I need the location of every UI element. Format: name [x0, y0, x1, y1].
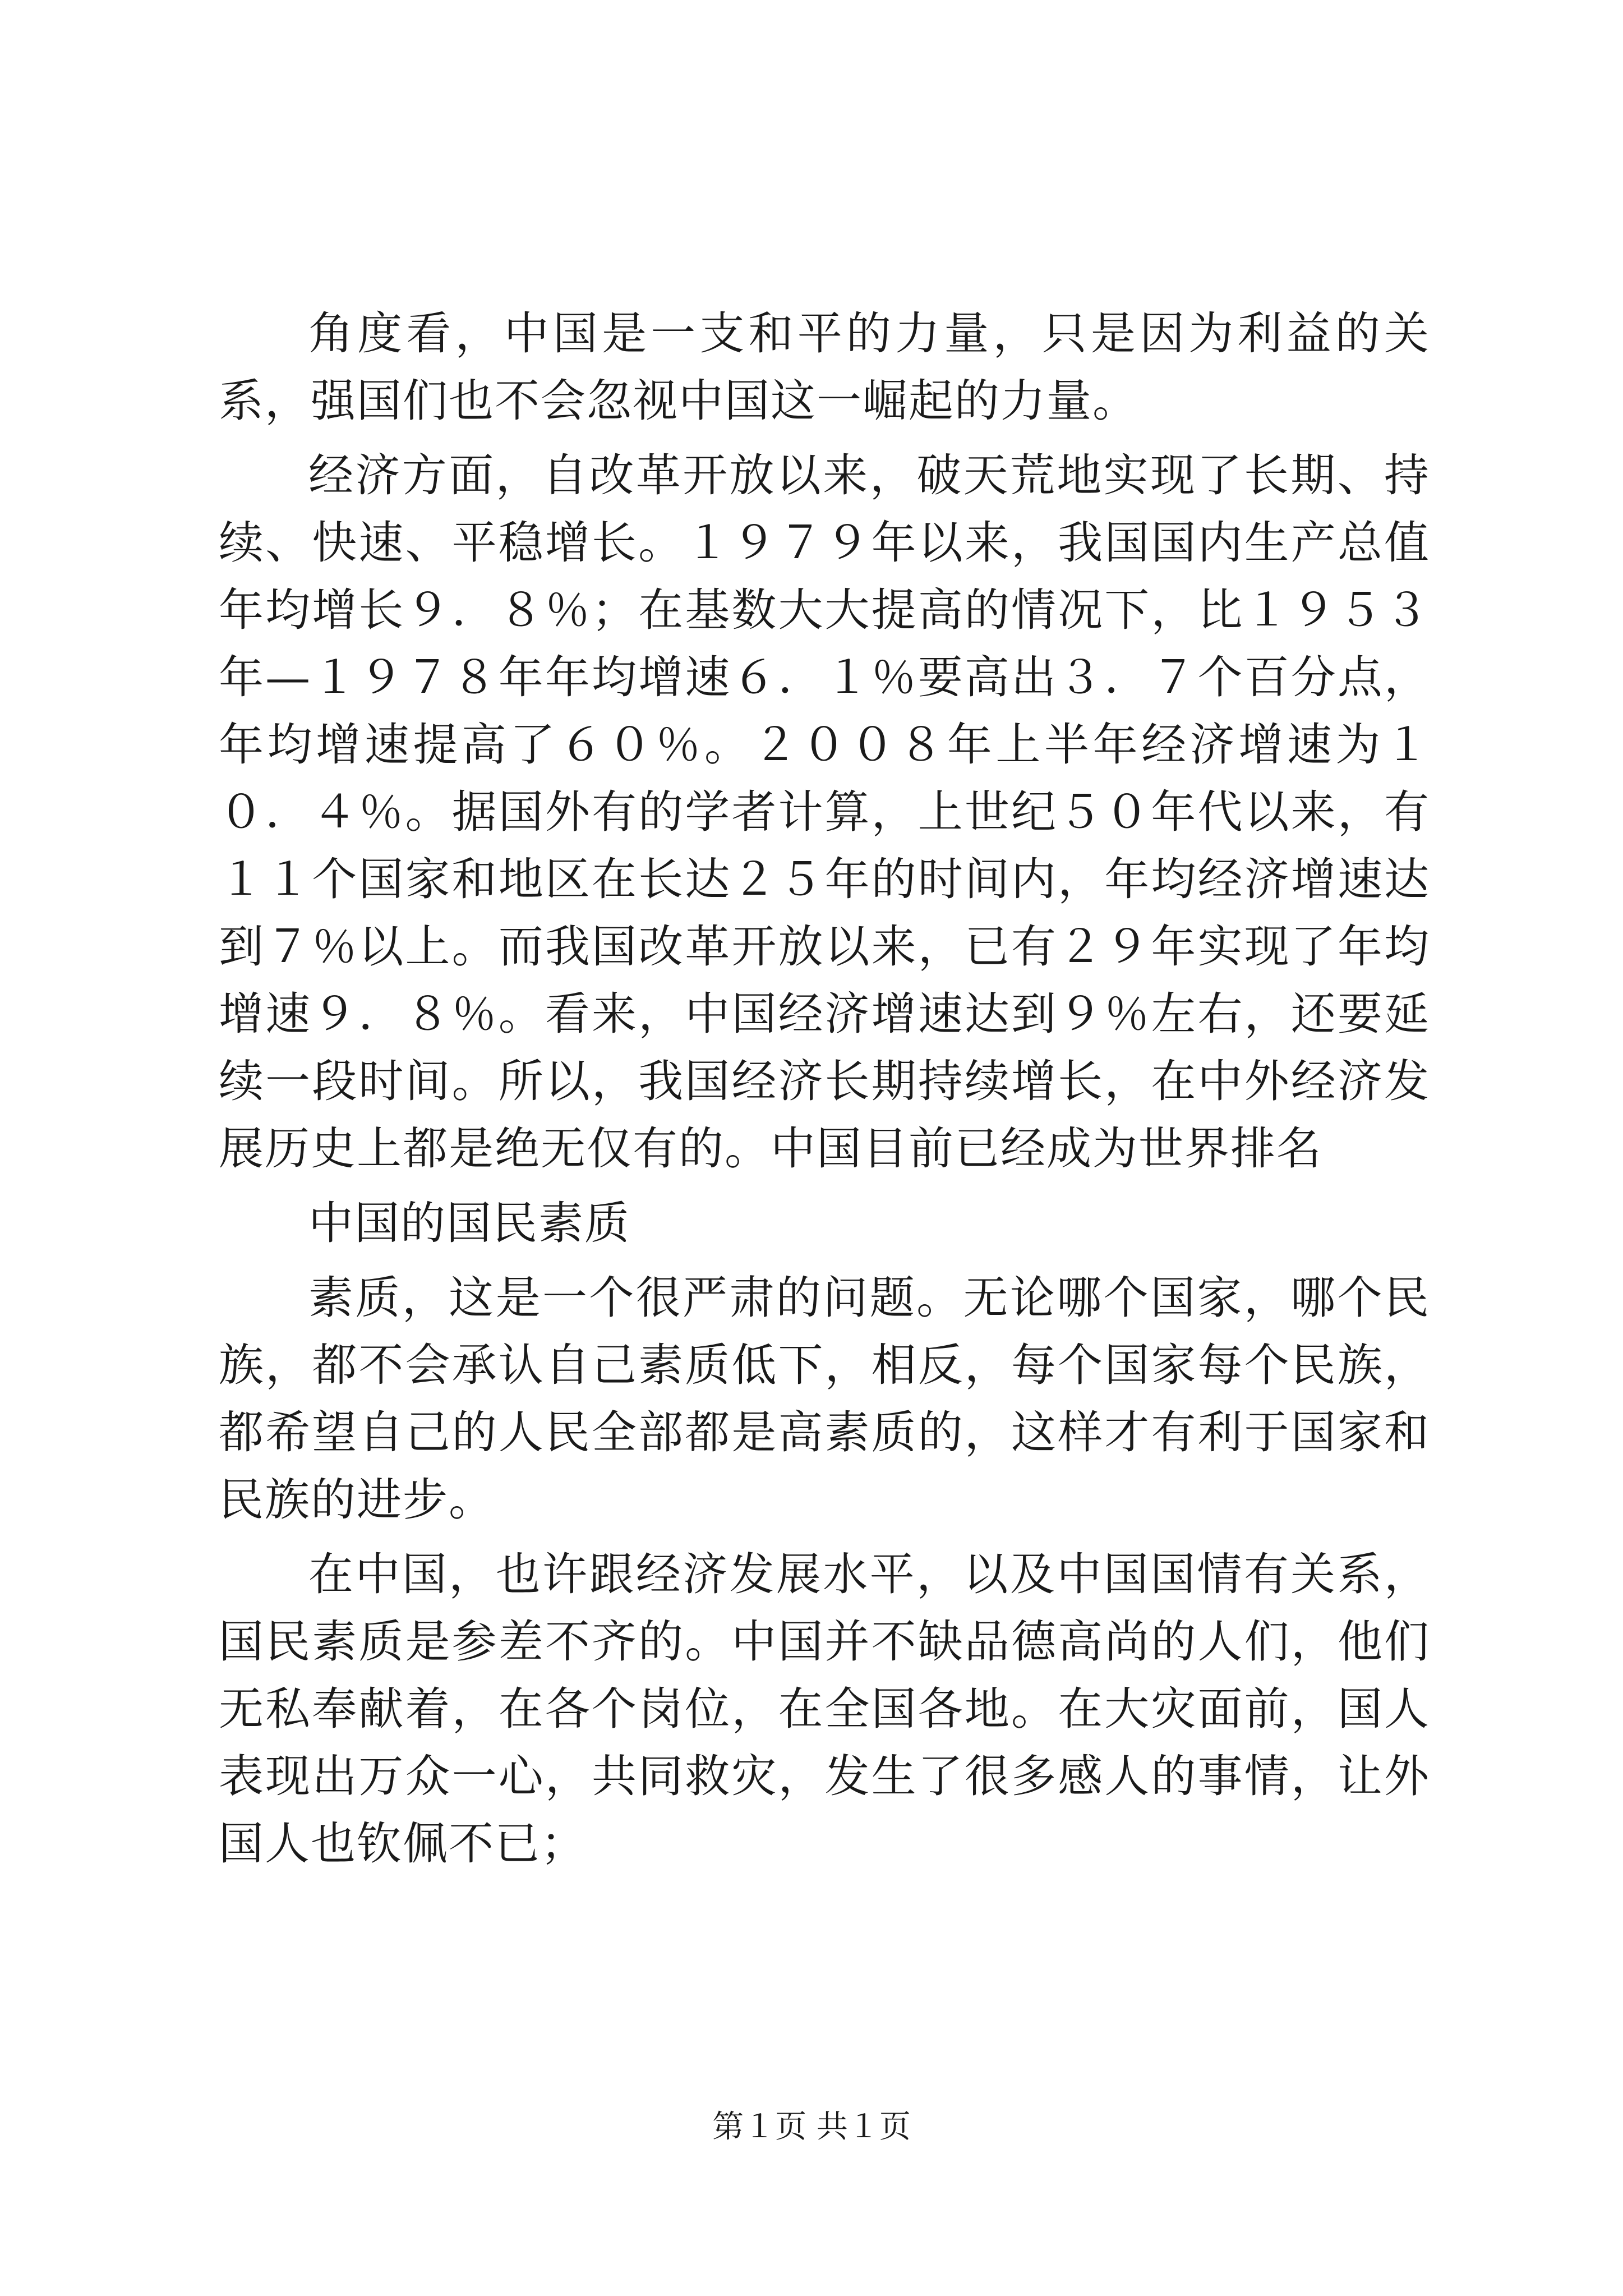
document-body [219, 300, 1430, 1885]
page-footer: 第１页 共１页 [712, 2109, 911, 2145]
paragraph-quality-china: 在中国，也许跟经济发展水平，以及中国国情有关系，国民素质是参差不齐的。中国并不缺品德高尚的人们，他们无私奉献着，在各个岗位，在全国各地。在大灾面前，国人表现出万众一心，共同救灾，发生了很多感人的事情，让外国人也钦佩不已； [219, 1548, 1430, 1870]
paragraph-peace-power: 角度看，中国是一支和平的力量，只是因为利益的关系，强国们也不会忽视中国这一崛起的力量。 [219, 307, 1430, 427]
paragraph-economy: 经济方面，自改革开放以来，破天荒地实现了长期、持续、快速、平稳增长。１９７９年以来，我国国内生产总值年均增长９．８％；在基数大大提高的情况下，比１９５３年—１９７８年年均增速６．１％要高出３．７个百分点，年均增速提高了６０％。２００８年上半年经济增速为１０．４％。据国外有的学者计算，上世纪５０年代以来，有１１个国家和地区在长达２５年的时间内，年均经济增速达到７％以上。而我国改革开放以来，已有２９年实现了年均增速９．８％。看来，中国经济增速达到９％左右，还要延续一段时间。所以，我国经济长期持续增长，在中外经济发展历史上都是绝无仅有的。中国目前已经成为世界排名 [219, 449, 1430, 1175]
section-heading-national-quality: 中国的国民素质 [308, 1197, 630, 1249]
paragraph-quality-intro: 素质，这是一个很严肃的问题。无论哪个国家，哪个民族，都不会承认自己素质低下，相反，每个国家每个民族，都希望自己的人民全部都是高素质的，这样才有利于国家和民族的进步。 [219, 1272, 1430, 1526]
